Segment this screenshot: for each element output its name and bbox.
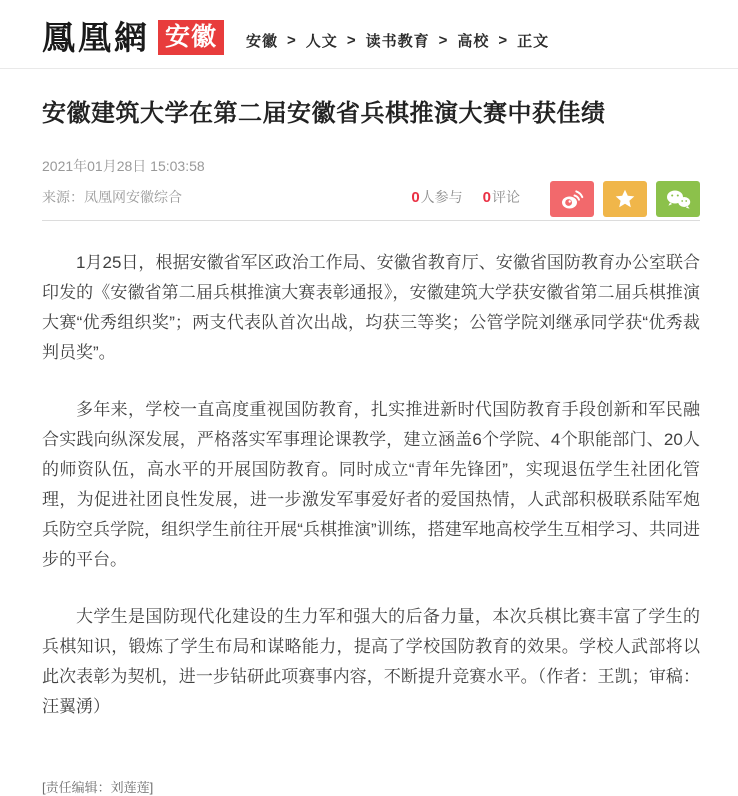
weibo-icon [559, 187, 585, 211]
meta-right [411, 181, 700, 217]
breadcrumb-separator: > [287, 32, 297, 49]
site-header [0, 0, 738, 69]
article-main [0, 98, 738, 796]
source-label: 来源： [42, 189, 84, 206]
engagement-counts [411, 187, 520, 207]
publish-date: 2021年01月28日 15:03:58 [42, 158, 205, 175]
article-meta [42, 156, 700, 221]
editor-note: [责任编辑：刘莲莲] [42, 780, 154, 796]
participants-count: 0 [411, 189, 420, 207]
breadcrumb [246, 30, 549, 51]
breadcrumb-item-gaoxiao[interactable]: 高校 [457, 33, 490, 50]
wechat-icon [664, 187, 692, 211]
comments-label: 评论 [492, 189, 520, 206]
star-icon [613, 187, 637, 211]
article-source [42, 187, 205, 207]
article-paragraph: 大学生是国防现代化建设的生力军和强大的后备力量，本次兵棋比赛丰富了学生的兵棋知识，锻炼了学生布局和谋略能力，提高了学校国防教育的效果。学校人武部将以此次表彰为契机，进一步钻研此项赛事内容，不断提升竞赛水平。（作者：王凯；审稿：汪翼湧） [42, 607, 700, 717]
share-weibo-button[interactable] [550, 181, 594, 217]
article-paragraph: 1月25日，根据安徽省军区政治工作局、安徽省教育厅、安徽省国防教育办公室联合印发的《安徽省第二届兵棋推演大赛表彰通报》，安徽建筑大学获安徽省第二届兵棋推演大赛“优秀组织奖”；两支代表队首次出战，均获三等奖；公管学院刘继承同学获“优秀裁判员奖”。 [42, 253, 700, 363]
share-buttons [550, 181, 700, 217]
site-logo[interactable]: 鳳凰網 [42, 18, 150, 57]
breadcrumb-separator: > [498, 32, 509, 49]
participants-link[interactable] [411, 187, 462, 207]
breadcrumb-separator: > [438, 32, 449, 49]
comments-link[interactable] [483, 187, 520, 207]
article-body [42, 248, 700, 722]
breadcrumb-item-dushujiaoyu[interactable]: 读书教育 [365, 33, 430, 50]
breadcrumb-separator: > [346, 32, 357, 49]
breadcrumb-item-anhui[interactable]: 安徽 [246, 33, 279, 50]
meta-left [42, 156, 205, 217]
article-paragraph: 多年来，学校一直高度重视国防教育，扎实推进新时代国防教育手段创新和军民融合实践向纵深发展，严格落实军事理论课教学，建立涵盖6个学院、4个职能部门、20人的师资队伍，高水平的开展国防教育。同时成立“青年先锋团”，实现退伍学生社团化管理，为促进社团良性发展，进一步激发军事爱好者的爱国热情，人武部积极联系陆军炮兵防空兵学院，组织学生前往开展“兵棋推演”训练，搭建军地高校学生互相学习、共同进步的平台。 [42, 400, 700, 570]
participants-label: 人参与 [420, 189, 463, 206]
region-badge[interactable]: 安徽 [158, 20, 224, 55]
article-title: 安徽建筑大学在第二届安徽省兵棋推演大赛中获佳绩 [42, 100, 606, 127]
breadcrumb-item-renwen[interactable]: 人文 [305, 33, 338, 50]
source-name: 凤凰网安徽综合 [84, 189, 182, 206]
comments-count: 0 [482, 189, 491, 207]
share-wechat-button[interactable] [656, 181, 700, 217]
favorite-button[interactable] [603, 181, 647, 217]
breadcrumb-item-zhengwen[interactable]: 正文 [517, 33, 550, 50]
